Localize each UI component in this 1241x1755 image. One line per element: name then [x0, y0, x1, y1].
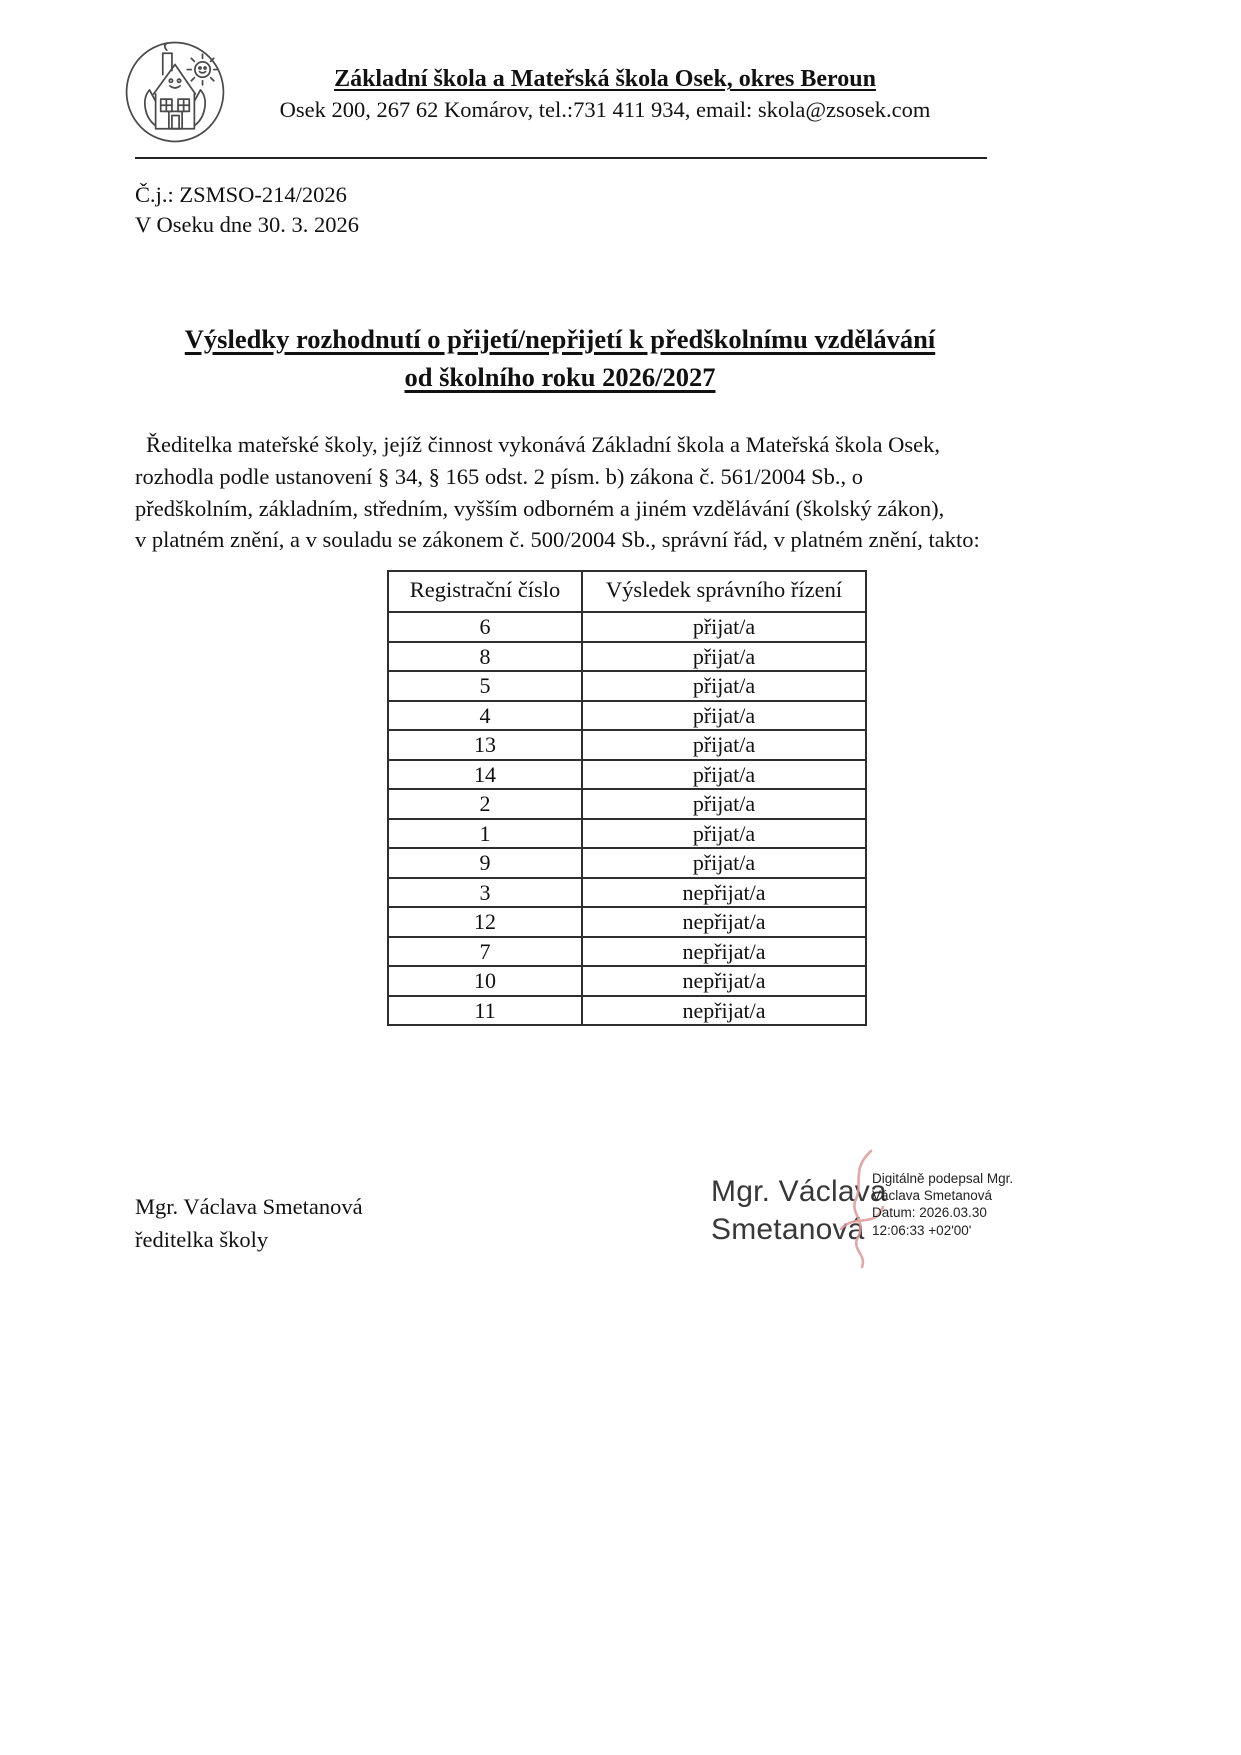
date-line: V Oseku dne 30. 3. 2026 — [135, 212, 359, 237]
paragraph-line: v platném znění, a v souladu se zákonem č. 500/2004 Sb., správní řád, v platném znění, takto: — [135, 527, 980, 553]
digital-signature — [711, 1155, 1041, 1285]
table-cell: přijat/a — [582, 671, 866, 701]
digital-signature-detail-line: Digitálně podepsal Mgr. — [872, 1171, 1014, 1186]
table-row — [388, 878, 866, 908]
school-name: Základní škola a Mateřská škola Osek, okres Beroun — [334, 66, 876, 92]
table-cell: 14 — [388, 760, 582, 790]
table-cell: 1 — [388, 819, 582, 849]
paragraph-line: předškolním, základním, středním, vyšším odborném a jiném vzdělávání (školský zákon), — [135, 495, 945, 521]
table-cell: nepřijat/a — [582, 878, 866, 908]
table-cell: 5 — [388, 671, 582, 701]
table-cell: 9 — [388, 848, 582, 878]
school-address: Osek 200, 267 62 Komárov, tel.:731 411 934, email: skola@zsosek.com — [279, 97, 931, 122]
table-cell: přijat/a — [582, 760, 866, 790]
table-cell: přijat/a — [582, 848, 866, 878]
results-table-body — [388, 612, 866, 1025]
table-cell: přijat/a — [582, 701, 866, 731]
table-cell: nepřijat/a — [582, 996, 866, 1026]
digital-signature-detail-line: Datum: 2026.03.30 — [872, 1205, 987, 1221]
table-cell: přijat/a — [582, 730, 866, 760]
table-header-registration-number: Registrační číslo — [388, 571, 582, 612]
table-row — [388, 701, 866, 731]
intro-paragraph — [135, 429, 1095, 556]
table-row — [388, 996, 866, 1026]
table-cell: 11 — [388, 996, 582, 1026]
table-cell: 13 — [388, 730, 582, 760]
table-cell: nepřijat/a — [582, 907, 866, 937]
table-cell: přijat/a — [582, 642, 866, 672]
table-row — [388, 819, 866, 849]
signature-name: Mgr. Václava Smetanová — [135, 1194, 363, 1219]
table-row — [388, 789, 866, 819]
table-cell: 6 — [388, 612, 582, 642]
digital-signature-details — [872, 1170, 1013, 1239]
results-table — [387, 570, 867, 1026]
table-row — [388, 907, 866, 937]
digital-signature-name-line1: Mgr. Václava — [711, 1175, 887, 1208]
table-header-result: Výsledek správního řízení — [582, 571, 866, 612]
digital-signature-name-line2: Smetanová — [711, 1213, 865, 1246]
table-row — [388, 937, 866, 967]
document-title — [115, 320, 1005, 396]
paragraph-line: Ředitelka mateřské školy, jejíž činnost vykonává Základní škola a Mateřská škola Osek, — [146, 432, 940, 457]
table-row — [388, 966, 866, 996]
table-row — [388, 671, 866, 701]
document-title-line2: od školního roku 2026/2027 — [404, 362, 716, 392]
table-cell: 2 — [388, 789, 582, 819]
paragraph-line: rozhodla podle ustanovení § 34, § 165 odst. 2 písm. b) zákona č. 561/2004 Sb., o — [135, 463, 864, 489]
table-row — [388, 848, 866, 878]
table-cell: 7 — [388, 937, 582, 967]
table-cell: 4 — [388, 701, 582, 731]
header-divider — [135, 157, 987, 159]
document-title-line1: Výsledky rozhodnutí o přijetí/nepřijetí k předškolnímu vzdělávání — [184, 324, 936, 354]
table-cell: 8 — [388, 642, 582, 672]
table-header-row — [388, 571, 866, 612]
table-cell: přijat/a — [582, 789, 866, 819]
table-cell: 12 — [388, 907, 582, 937]
digital-signature-detail-line: Václava Smetanová — [872, 1188, 993, 1204]
signature-role: ředitelka školy — [135, 1227, 269, 1252]
table-cell: nepřijat/a — [582, 966, 866, 996]
table-row — [388, 760, 866, 790]
table-cell: 3 — [388, 878, 582, 908]
table-row — [388, 612, 866, 642]
table-row — [388, 730, 866, 760]
table-row — [388, 642, 866, 672]
table-cell: nepřijat/a — [582, 937, 866, 967]
digital-signature-detail-line: 12:06:33 +02'00' — [872, 1222, 972, 1238]
table-cell: přijat/a — [582, 612, 866, 642]
table-cell: 10 — [388, 966, 582, 996]
table-cell: přijat/a — [582, 819, 866, 849]
file-number: Č.j.: ZSMSO-214/2026 — [135, 182, 347, 207]
